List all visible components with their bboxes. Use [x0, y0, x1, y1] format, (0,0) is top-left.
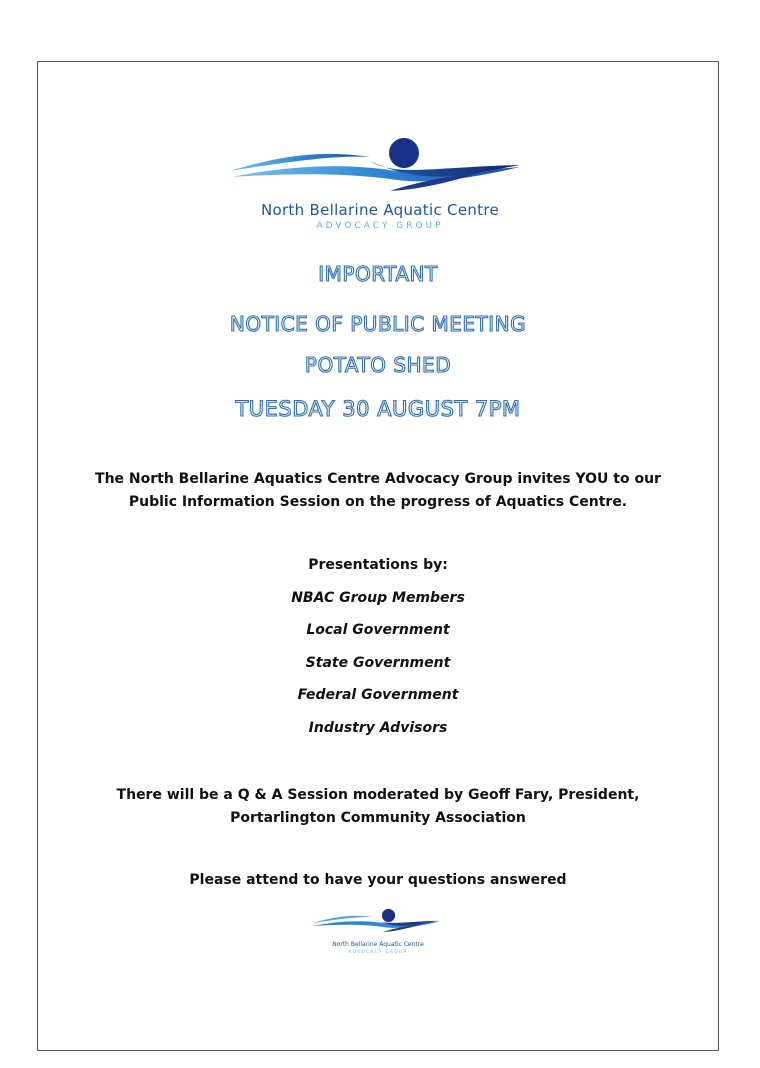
logo-subtitle: ADVOCACY GROUP	[316, 221, 444, 231]
headline-important: IMPORTANT	[318, 262, 438, 286]
headline-venue: POTATO SHED	[304, 353, 452, 377]
intro-line-2: Public Information Session on the progress of Aquatics Centre.	[128, 494, 628, 510]
logo-bottom	[308, 905, 448, 960]
qa-paragraph	[60, 784, 696, 830]
headline-date: TUESDAY 30 AUGUST 7PM	[235, 397, 521, 421]
logo-top	[220, 135, 540, 235]
intro-line-1: The North Bellarine Aquatics Centre Advocacy Group invites YOU to our	[95, 471, 661, 487]
closing-line: Please attend to have your questions answered	[189, 872, 567, 888]
swimmer-wave-icon	[220, 135, 540, 201]
qa-line-2: Portarlington Community Association	[230, 810, 526, 826]
intro-paragraph	[60, 468, 696, 514]
presentations-title: Presentations by:	[308, 557, 448, 573]
headline-notice: NOTICE OF PUBLIC MEETING	[229, 312, 527, 336]
swimmer-wave-icon	[308, 905, 448, 939]
qa-line-1: There will be a Q & A Session moderated by Geoff Fary, President,	[116, 787, 640, 803]
presenter-item: Local Government	[306, 622, 450, 638]
presenter-item: NBAC Group Members	[291, 590, 465, 606]
presenter-item: State Government	[305, 655, 451, 671]
logo-name: North Bellarine Aquatic Centre	[260, 201, 500, 219]
logo-bottom-subtitle: ADVOCACY GROUP	[348, 949, 408, 954]
logo-bottom-name: North Bellarine Aquatic Centre	[332, 941, 424, 948]
presenter-item: Industry Advisors	[308, 720, 448, 736]
presenter-item: Federal Government	[297, 687, 459, 703]
